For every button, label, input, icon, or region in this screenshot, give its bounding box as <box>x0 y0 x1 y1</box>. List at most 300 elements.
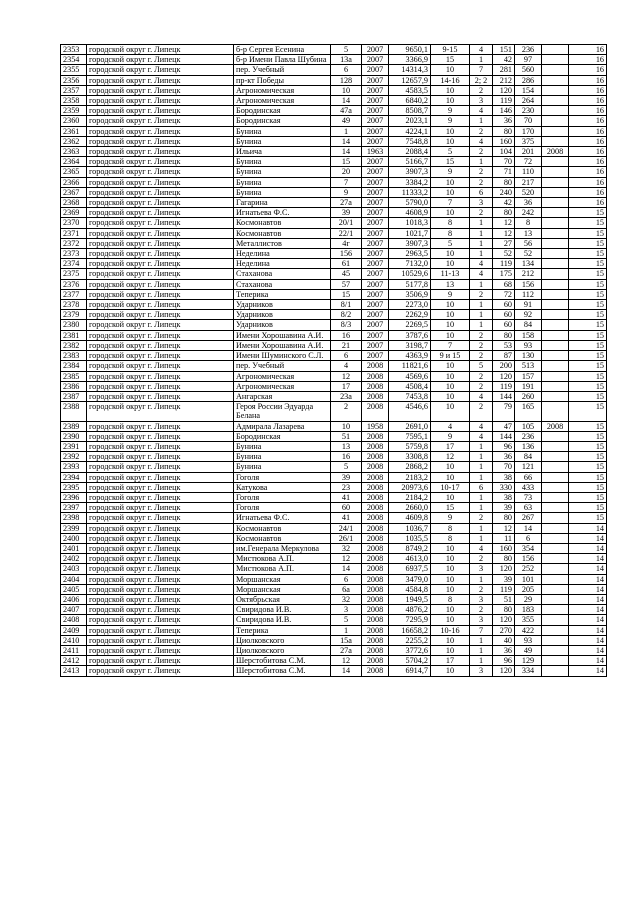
cell-priority-score: 16 <box>569 75 607 85</box>
cell-apartments: 120 <box>493 615 515 625</box>
table-row <box>61 605 607 615</box>
cell-priority-score: 15 <box>569 279 607 289</box>
cell-apartments: 212 <box>493 75 515 85</box>
cell-row-number: 2370 <box>61 218 87 228</box>
cell-entrances: 1 <box>470 300 493 310</box>
cell-house-number: 5 <box>331 45 362 55</box>
cell-entrances: 1 <box>470 218 493 228</box>
table-row <box>61 208 607 218</box>
cell-row-number: 2407 <box>61 605 87 615</box>
cell-house-number: 2 <box>331 402 362 421</box>
cell-apartments: 71 <box>493 167 515 177</box>
cell-house-number: 6 <box>331 65 362 75</box>
cell-year-built: 2008 <box>362 361 389 371</box>
cell-apartments: 80 <box>493 177 515 187</box>
cell-overhaul-year <box>542 492 569 502</box>
cell-overhaul-year <box>542 361 569 371</box>
cell-priority-score: 15 <box>569 431 607 441</box>
cell-overhaul-year <box>542 289 569 299</box>
cell-municipality: городской округ г. Липецк <box>87 126 234 136</box>
cell-priority-score: 16 <box>569 116 607 126</box>
cell-street: Бунина <box>234 187 331 197</box>
cell-municipality: городской округ г. Липецк <box>87 157 234 167</box>
cell-entrances: 2 <box>470 554 493 564</box>
cell-overhaul-year <box>542 482 569 492</box>
cell-street: Шерстобитова С.М. <box>234 666 331 676</box>
cell-apartments: 120 <box>493 85 515 95</box>
cell-house-number: 9 <box>331 187 362 197</box>
cell-entrances: 5 <box>470 361 493 371</box>
cell-row-number: 2354 <box>61 55 87 65</box>
cell-overhaul-year <box>542 543 569 553</box>
cell-overhaul-year <box>542 381 569 391</box>
cell-apartments: 119 <box>493 96 515 106</box>
cell-priority-score: 15 <box>569 320 607 330</box>
cell-municipality: городской округ г. Липецк <box>87 584 234 594</box>
cell-house-number: 47а <box>331 106 362 116</box>
cell-street: Октябрьская <box>234 594 331 604</box>
cell-entrances: 2; 2 <box>470 75 493 85</box>
cell-house-number: 32 <box>331 594 362 604</box>
cell-row-number: 2385 <box>61 371 87 381</box>
table-row <box>61 126 607 136</box>
cell-year-built: 2007 <box>362 208 389 218</box>
cell-overhaul-year <box>542 452 569 462</box>
cell-apartments: 119 <box>493 259 515 269</box>
cell-street: Металлистов <box>234 238 331 248</box>
cell-floors: 10 <box>431 615 470 625</box>
cell-house-number: 16 <box>331 330 362 340</box>
cell-house-number: 27а <box>331 645 362 655</box>
cell-area: 2088,4 <box>389 147 431 157</box>
cell-overhaul-year <box>542 157 569 167</box>
cell-overhaul-year <box>542 523 569 533</box>
table-row <box>61 340 607 350</box>
cell-priority-score: 16 <box>569 198 607 208</box>
cell-overhaul-year <box>542 198 569 208</box>
cell-house-number: 21 <box>331 340 362 350</box>
cell-priority-score: 15 <box>569 238 607 248</box>
cell-priority-score: 14 <box>569 625 607 635</box>
cell-area: 2183,2 <box>389 472 431 482</box>
cell-overhaul-year <box>542 503 569 513</box>
cell-row-number: 2408 <box>61 615 87 625</box>
cell-year-built: 2007 <box>362 55 389 65</box>
cell-floors: 10 <box>431 584 470 594</box>
cell-overhaul-year <box>542 625 569 635</box>
cell-overhaul-year <box>542 513 569 523</box>
table-row <box>61 625 607 635</box>
cell-apartments: 79 <box>493 402 515 421</box>
cell-municipality: городской округ г. Липецк <box>87 503 234 513</box>
cell-street: Ударников <box>234 320 331 330</box>
cell-house-number: 14 <box>331 136 362 146</box>
cell-floors: 10 <box>431 391 470 401</box>
cell-municipality: городской округ г. Липецк <box>87 279 234 289</box>
cell-priority-score: 15 <box>569 441 607 451</box>
cell-municipality: городской округ г. Липецк <box>87 666 234 676</box>
cell-entrances: 1 <box>470 228 493 238</box>
cell-overhaul-year <box>542 441 569 451</box>
cell-entrances: 1 <box>470 249 493 259</box>
cell-priority-score: 15 <box>569 421 607 431</box>
cell-year-built: 2008 <box>362 635 389 645</box>
cell-row-number: 2365 <box>61 167 87 177</box>
cell-row-number: 2382 <box>61 340 87 350</box>
cell-residents: 286 <box>515 75 542 85</box>
cell-row-number: 2387 <box>61 391 87 401</box>
cell-priority-score: 15 <box>569 391 607 401</box>
cell-entrances: 2 <box>470 584 493 594</box>
table-row <box>61 269 607 279</box>
cell-house-number: 45 <box>331 269 362 279</box>
cell-residents: 267 <box>515 513 542 523</box>
cell-priority-score: 14 <box>569 564 607 574</box>
cell-house-number: 14 <box>331 564 362 574</box>
cell-row-number: 2359 <box>61 106 87 116</box>
cell-apartments: 144 <box>493 391 515 401</box>
cell-municipality: городской округ г. Липецк <box>87 635 234 645</box>
cell-residents: 422 <box>515 625 542 635</box>
cell-apartments: 42 <box>493 55 515 65</box>
cell-house-number: 13а <box>331 55 362 65</box>
cell-row-number: 2360 <box>61 116 87 126</box>
cell-floors: 10 <box>431 85 470 95</box>
cell-year-built: 2008 <box>362 371 389 381</box>
table-row <box>61 391 607 401</box>
cell-apartments: 119 <box>493 584 515 594</box>
cell-area: 7453,8 <box>389 391 431 401</box>
cell-row-number: 2412 <box>61 656 87 666</box>
cell-area: 3506,9 <box>389 289 431 299</box>
table-row <box>61 635 607 645</box>
cell-street: Теперика <box>234 289 331 299</box>
cell-area: 2269,5 <box>389 320 431 330</box>
cell-row-number: 2398 <box>61 513 87 523</box>
cell-entrances: 2 <box>470 513 493 523</box>
cell-entrances: 3 <box>470 564 493 574</box>
cell-row-number: 2358 <box>61 96 87 106</box>
cell-overhaul-year <box>542 402 569 421</box>
cell-overhaul-year <box>542 116 569 126</box>
cell-overhaul-year <box>542 462 569 472</box>
cell-municipality: городской округ г. Липецк <box>87 310 234 320</box>
cell-area: 4608,9 <box>389 208 431 218</box>
cell-entrances: 2 <box>470 605 493 615</box>
table-row <box>61 564 607 574</box>
cell-area: 2255,2 <box>389 635 431 645</box>
cell-entrances: 1 <box>470 238 493 248</box>
cell-entrances: 3 <box>470 96 493 106</box>
cell-row-number: 2356 <box>61 75 87 85</box>
cell-municipality: городской округ г. Липецк <box>87 513 234 523</box>
cell-overhaul-year <box>542 279 569 289</box>
cell-row-number: 2363 <box>61 147 87 157</box>
cell-house-number: 16 <box>331 452 362 462</box>
cell-residents: 49 <box>515 645 542 655</box>
cell-street: Мистюкова А.П. <box>234 564 331 574</box>
cell-row-number: 2403 <box>61 564 87 574</box>
cell-residents: 73 <box>515 492 542 502</box>
cell-overhaul-year <box>542 45 569 55</box>
cell-floors: 15 <box>431 157 470 167</box>
cell-residents: 130 <box>515 351 542 361</box>
cell-entrances: 1 <box>470 310 493 320</box>
cell-street: Циолковского <box>234 645 331 655</box>
table-row <box>61 554 607 564</box>
cell-apartments: 70 <box>493 462 515 472</box>
cell-row-number: 2378 <box>61 300 87 310</box>
cell-year-built: 2007 <box>362 126 389 136</box>
cell-year-built: 2007 <box>362 310 389 320</box>
table-row <box>61 65 607 75</box>
cell-entrances: 6 <box>470 187 493 197</box>
table-row <box>61 523 607 533</box>
cell-area: 14314,3 <box>389 65 431 75</box>
cell-residents: 165 <box>515 402 542 421</box>
cell-area: 5166,7 <box>389 157 431 167</box>
cell-area: 3907,3 <box>389 238 431 248</box>
cell-entrances: 1 <box>470 157 493 167</box>
cell-apartments: 104 <box>493 147 515 157</box>
cell-row-number: 2390 <box>61 431 87 441</box>
cell-year-built: 2008 <box>362 584 389 594</box>
cell-house-number: 49 <box>331 116 362 126</box>
cell-house-number: 41 <box>331 513 362 523</box>
cell-house-number: 6 <box>331 351 362 361</box>
cell-street: Стаханова <box>234 279 331 289</box>
cell-year-built: 2008 <box>362 625 389 635</box>
cell-overhaul-year <box>542 228 569 238</box>
cell-apartments: 53 <box>493 340 515 350</box>
table-row <box>61 402 607 421</box>
table-row <box>61 584 607 594</box>
cell-year-built: 2007 <box>362 198 389 208</box>
cell-entrances: 1 <box>470 320 493 330</box>
cell-house-number: 4г <box>331 238 362 248</box>
cell-apartments: 52 <box>493 249 515 259</box>
cell-floors: 10 <box>431 645 470 655</box>
cell-overhaul-year <box>542 259 569 269</box>
cell-residents: 158 <box>515 330 542 340</box>
table-row <box>61 645 607 655</box>
cell-year-built: 2007 <box>362 238 389 248</box>
cell-municipality: городской округ г. Липецк <box>87 645 234 655</box>
cell-overhaul-year <box>542 310 569 320</box>
cell-municipality: городской округ г. Липецк <box>87 533 234 543</box>
cell-area: 4584,8 <box>389 584 431 594</box>
cell-area: 1036,7 <box>389 523 431 533</box>
cell-apartments: 120 <box>493 666 515 676</box>
cell-residents: 217 <box>515 177 542 187</box>
cell-street: пер. Учебный <box>234 361 331 371</box>
table-row <box>61 198 607 208</box>
table-body <box>61 45 607 677</box>
cell-area: 8749,2 <box>389 543 431 553</box>
table-row <box>61 310 607 320</box>
cell-floors: 10 <box>431 371 470 381</box>
cell-residents: 154 <box>515 85 542 95</box>
cell-year-built: 2007 <box>362 259 389 269</box>
cell-residents: 205 <box>515 584 542 594</box>
cell-apartments: 47 <box>493 421 515 431</box>
cell-apartments: 281 <box>493 65 515 75</box>
cell-entrances: 1 <box>470 55 493 65</box>
cell-floors: 10 <box>431 177 470 187</box>
cell-residents: 14 <box>515 523 542 533</box>
cell-municipality: городской округ г. Липецк <box>87 106 234 116</box>
cell-street: Космонавтов <box>234 533 331 543</box>
cell-residents: 93 <box>515 635 542 645</box>
cell-street: Гагарина <box>234 198 331 208</box>
cell-row-number: 2409 <box>61 625 87 635</box>
cell-floors: 11-13 <box>431 269 470 279</box>
cell-street: Мистюкова А.П. <box>234 554 331 564</box>
cell-apartments: 240 <box>493 187 515 197</box>
cell-street: Бородинская <box>234 106 331 116</box>
cell-street: Космонавтов <box>234 218 331 228</box>
cell-municipality: городской округ г. Липецк <box>87 116 234 126</box>
cell-area: 2273,0 <box>389 300 431 310</box>
cell-row-number: 2388 <box>61 402 87 421</box>
cell-apartments: 200 <box>493 361 515 371</box>
table-row <box>61 177 607 187</box>
cell-apartments: 60 <box>493 300 515 310</box>
cell-municipality: городской округ г. Липецк <box>87 462 234 472</box>
cell-street: Свиридова И.В. <box>234 615 331 625</box>
cell-row-number: 2389 <box>61 421 87 431</box>
cell-entrances: 4 <box>470 136 493 146</box>
cell-priority-score: 14 <box>569 533 607 543</box>
cell-overhaul-year <box>542 371 569 381</box>
cell-apartments: 11 <box>493 533 515 543</box>
cell-priority-score: 15 <box>569 482 607 492</box>
cell-residents: 183 <box>515 605 542 615</box>
cell-municipality: городской округ г. Липецк <box>87 361 234 371</box>
cell-row-number: 2384 <box>61 361 87 371</box>
cell-municipality: городской округ г. Липецк <box>87 472 234 482</box>
cell-house-number: 156 <box>331 249 362 259</box>
cell-street: Моршанская <box>234 584 331 594</box>
cell-area: 2184,2 <box>389 492 431 502</box>
cell-municipality: городской округ г. Липецк <box>87 391 234 401</box>
cell-row-number: 2366 <box>61 177 87 187</box>
cell-row-number: 2368 <box>61 198 87 208</box>
cell-priority-score: 16 <box>569 85 607 95</box>
table-row <box>61 381 607 391</box>
cell-apartments: 36 <box>493 452 515 462</box>
cell-row-number: 2391 <box>61 441 87 451</box>
cell-overhaul-year <box>542 136 569 146</box>
table-row <box>61 574 607 584</box>
cell-priority-score: 14 <box>569 523 607 533</box>
cell-floors: 10 <box>431 330 470 340</box>
table-row <box>61 116 607 126</box>
cell-row-number: 2397 <box>61 503 87 513</box>
cell-house-number: 13 <box>331 441 362 451</box>
cell-residents: 70 <box>515 116 542 126</box>
cell-house-number: 60 <box>331 503 362 513</box>
cell-row-number: 2361 <box>61 126 87 136</box>
table-row <box>61 136 607 146</box>
cell-street: Бородинская <box>234 116 331 126</box>
cell-street: Теперика <box>234 625 331 635</box>
cell-residents: 156 <box>515 554 542 564</box>
table-row <box>61 421 607 431</box>
cell-residents: 8 <box>515 218 542 228</box>
cell-apartments: 160 <box>493 543 515 553</box>
cell-area: 3787,6 <box>389 330 431 340</box>
cell-floors: 9 <box>431 167 470 177</box>
cell-row-number: 2396 <box>61 492 87 502</box>
cell-house-number: 12 <box>331 371 362 381</box>
cell-area: 20973,6 <box>389 482 431 492</box>
cell-entrances: 2 <box>470 371 493 381</box>
cell-overhaul-year <box>542 85 569 95</box>
cell-municipality: городской округ г. Липецк <box>87 55 234 65</box>
cell-floors: 10 <box>431 605 470 615</box>
cell-residents: 201 <box>515 147 542 157</box>
table-row <box>61 482 607 492</box>
cell-apartments: 36 <box>493 645 515 655</box>
cell-street: Моршанская <box>234 574 331 584</box>
cell-municipality: городской округ г. Липецк <box>87 198 234 208</box>
cell-residents: 97 <box>515 55 542 65</box>
table-row <box>61 279 607 289</box>
cell-row-number: 2392 <box>61 452 87 462</box>
cell-priority-score: 14 <box>569 666 607 676</box>
table-row <box>61 452 607 462</box>
cell-entrances: 4 <box>470 269 493 279</box>
cell-priority-score: 14 <box>569 615 607 625</box>
cell-residents: 560 <box>515 65 542 75</box>
cell-apartments: 80 <box>493 605 515 615</box>
cell-area: 7548,8 <box>389 136 431 146</box>
table-row <box>61 351 607 361</box>
cell-floors: 9-15 <box>431 45 470 55</box>
cell-priority-score: 16 <box>569 167 607 177</box>
cell-floors: 10 <box>431 381 470 391</box>
cell-floors: 8 <box>431 594 470 604</box>
cell-residents: 121 <box>515 462 542 472</box>
cell-residents: 334 <box>515 666 542 676</box>
cell-entrances: 3 <box>470 594 493 604</box>
cell-residents: 6 <box>515 533 542 543</box>
cell-area: 11821,6 <box>389 361 431 371</box>
cell-house-number: 32 <box>331 543 362 553</box>
cell-row-number: 2371 <box>61 228 87 238</box>
cell-house-number: 24/1 <box>331 523 362 533</box>
cell-street: Имени Шуминского С.Л. <box>234 351 331 361</box>
cell-entrances: 1 <box>470 656 493 666</box>
cell-apartments: 36 <box>493 116 515 126</box>
cell-year-built: 2008 <box>362 462 389 472</box>
cell-apartments: 39 <box>493 503 515 513</box>
cell-municipality: городской округ г. Липецк <box>87 574 234 584</box>
cell-municipality: городской округ г. Липецк <box>87 238 234 248</box>
cell-overhaul-year <box>542 65 569 75</box>
cell-overhaul-year <box>542 635 569 645</box>
table-row <box>61 45 607 55</box>
cell-area: 1949,5 <box>389 594 431 604</box>
cell-priority-score: 15 <box>569 361 607 371</box>
cell-apartments: 42 <box>493 198 515 208</box>
cell-floors: 9 <box>431 116 470 126</box>
cell-apartments: 146 <box>493 106 515 116</box>
cell-apartments: 60 <box>493 310 515 320</box>
table-row <box>61 513 607 523</box>
cell-row-number: 2353 <box>61 45 87 55</box>
